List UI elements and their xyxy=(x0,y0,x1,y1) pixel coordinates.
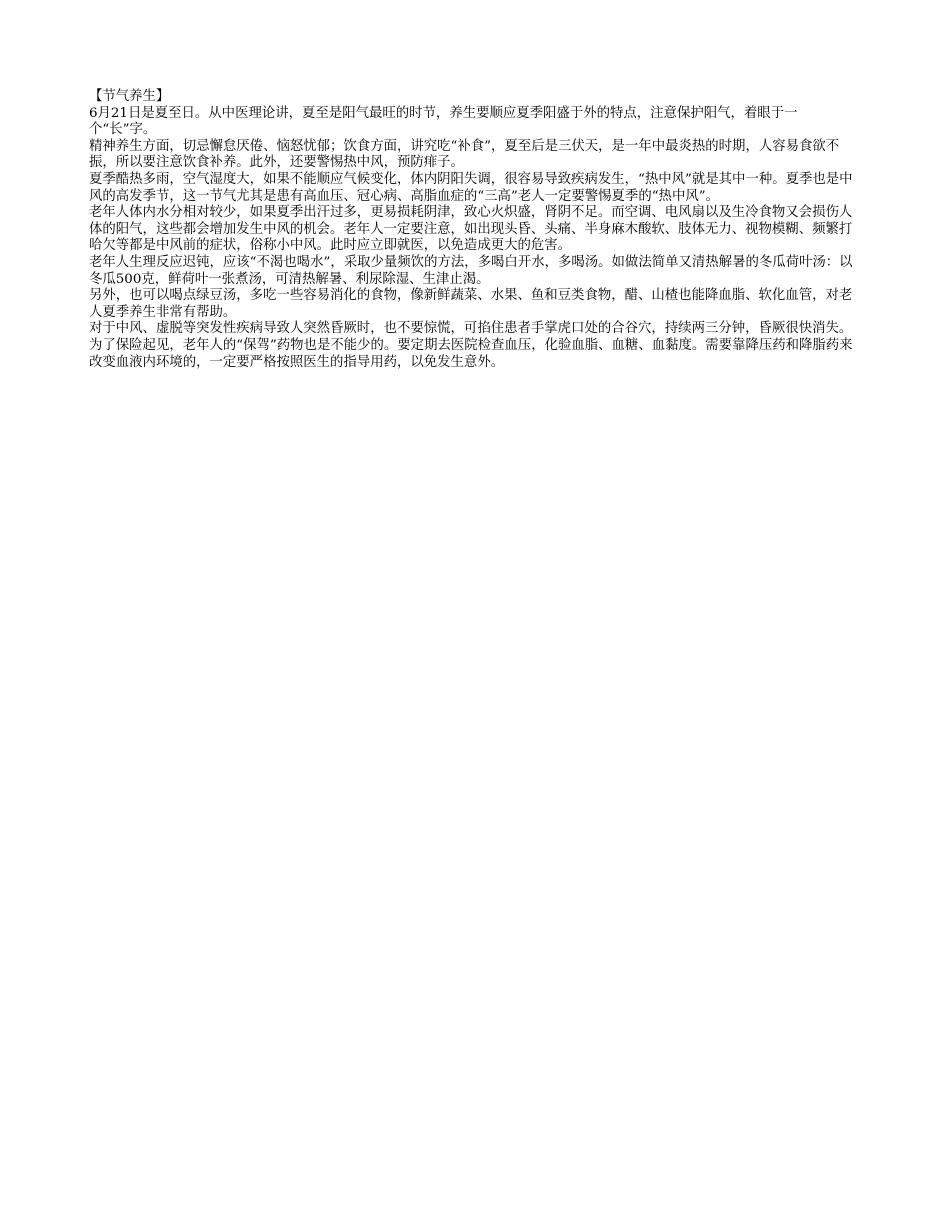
document-page xyxy=(89,89,861,371)
paragraph-mental-diet: 精神养生方面，切忌懈怠厌倦、恼怒忧郁；饮食方面，讲究吃“补食”，夏至后是三伏天，是一年中最炎热的时期，人容易食欲不振，所以要注意饮食补养。此外，还要警惕热中风，预防痱子。 xyxy=(89,138,840,171)
paragraph-medication: 为了保险起见，老年人的“保驾”药物也是不能少的。要定期去医院检查血压，化验血脂、血糖、血黏度。需要靠降压药和降脂药来改变血液内环境的，一定要严格按照医生的指导用药，以免发生意外。 xyxy=(89,337,853,370)
paragraph-drinking-water: 老年人生理反应迟钝，应该“不渴也喝水”，采取少量频饮的方法，多喝白开水，多喝汤。如做法简单又清热解暑的冬瓜荷叶汤：以冬瓜500克，鲜荷叶一张煮汤，可清热解暑、利尿除湿、生津止渴。 xyxy=(89,254,853,287)
paragraph-first-aid: 对于中风、虚脱等突发性疾病导致人突然昏厥时，也不要惊慌，可掐住患者手掌虎口处的合谷穴，持续两三分钟，昏厥很快消失。 xyxy=(89,321,853,337)
section-heading: 【节气养生】 xyxy=(89,89,170,104)
paragraph-diet-tips: 另外，也可以喝点绿豆汤，多吃一些容易消化的食物，像新鲜蔬菜、水果、鱼和豆类食物，醋、山楂也能降血脂、软化血管，对老人夏季养生非常有帮助。 xyxy=(89,288,853,320)
paragraph-summer-solstice: 6月21日是夏至日。从中医理论讲，夏至是阳气最旺的时节，养生要顺应夏季阳盛于外的特点，注意保护阳气，着眼于一个“长”字。 xyxy=(89,105,798,138)
paragraph-heat-stroke-risk: 夏季酷热多雨，空气湿度大，如果不能顺应气候变化，体内阴阳失调，很容易导致疾病发生，“热中风”就是其中一种。夏季也是中风的高发季节，这一节气尤其是患有高血压、冠心病、高脂血症的“三高”老人一定要警惕夏季的“热中风”。 xyxy=(89,171,853,204)
paragraph-elderly-symptoms: 老年人体内水分相对较少，如果夏季出汗过多，更易损耗阴津，致心火炽盛，肾阴不足。而空调、电风扇以及生冷食物又会损伤人体的阳气，这些都会增加发生中风的机会。老年人一定要注意，如出现头昏、头痛、半身麻木酸软、肢体无力、视物模糊、频繁打哈欠等都是中风前的症状，俗称小中风。此时应立即就医，以免造成更大的危害。 xyxy=(89,205,853,254)
